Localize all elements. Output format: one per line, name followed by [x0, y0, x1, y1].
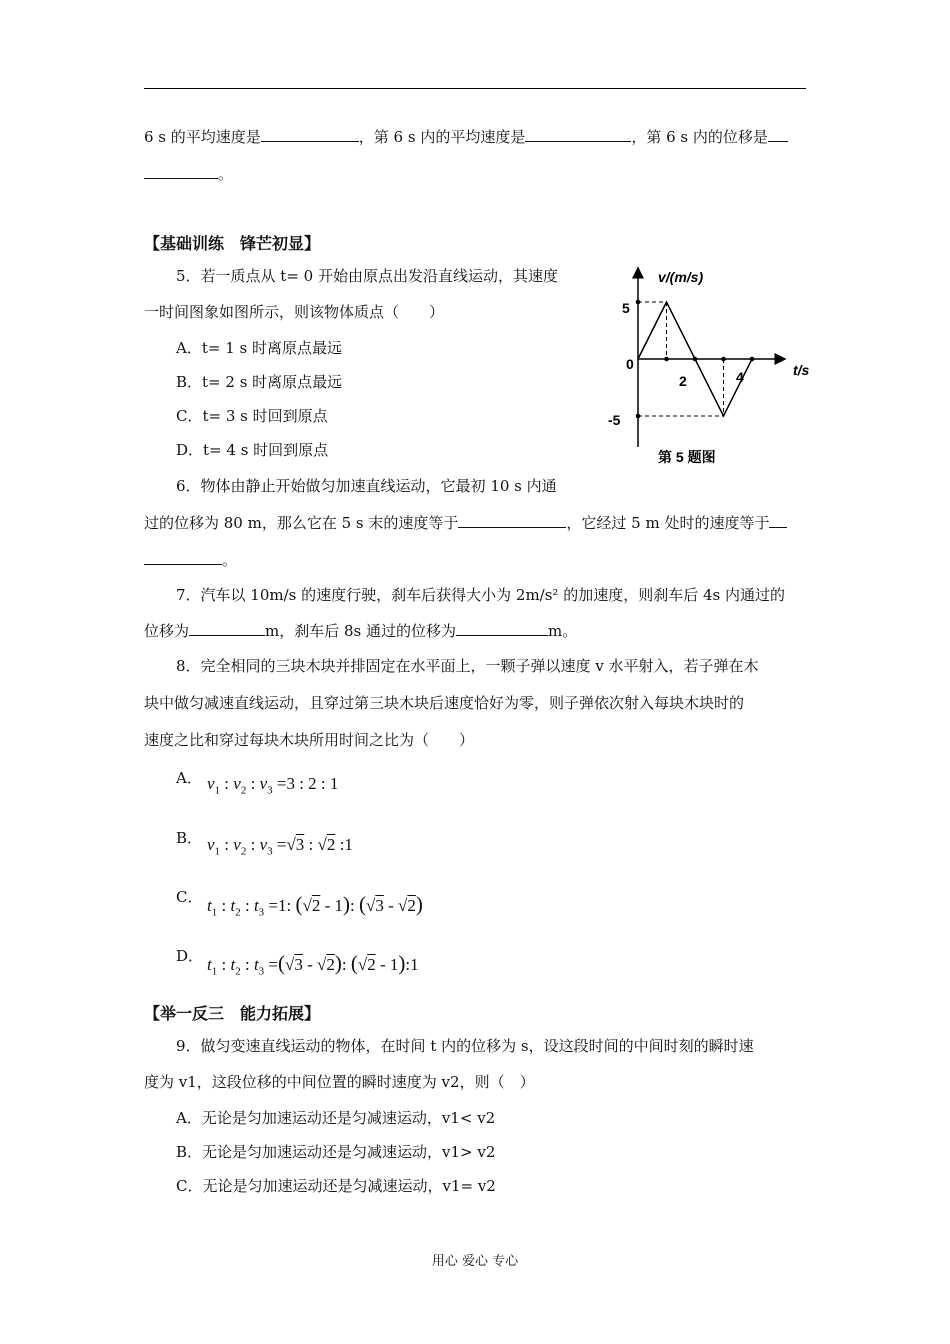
q8-line3: 速度之比和穿过每块木块所用时间之比为（ ） — [144, 731, 475, 749]
q6-blank-1[interactable] — [458, 513, 566, 528]
x-tick-2: 2 — [679, 373, 687, 389]
q4-blank-1[interactable] — [261, 127, 359, 142]
x-tick-dot-2 — [693, 357, 698, 362]
q7-blank-1[interactable] — [189, 621, 265, 636]
q6-blank-2b[interactable] — [144, 550, 222, 565]
y-tick-dot-neg — [636, 414, 641, 419]
x-tick-dot-3 — [721, 357, 726, 362]
header-rule — [144, 88, 806, 89]
x-tick-dot-1 — [664, 357, 669, 362]
q8-option-d-label[interactable]: D． — [176, 947, 204, 965]
q8-formula-c: $t_1$ : $t_2$ : $t_3 =1$: (√2 - 1): (√3 - √2) — [207, 892, 423, 919]
q8-formula-a: $v_1$ : $v_2$ : $v_3 =3$ : 2 : 1 — [207, 774, 339, 797]
y-tick-0: 0 — [626, 356, 634, 372]
q8-formula-b: $v_1$ : $v_2$ : $v_3 =√3$ : √2 :1 — [207, 835, 353, 858]
y-tick-5: 5 — [622, 300, 630, 316]
q4-blank-2[interactable] — [525, 127, 631, 142]
q5-option-c[interactable]: C．t= 3 s 时回到原点 — [176, 407, 328, 425]
q4-line2: 。 — [144, 164, 233, 184]
q5-option-b[interactable]: B．t= 2 s 时离原点最远 — [176, 373, 343, 391]
q8-option-b-label[interactable]: B． — [176, 829, 203, 847]
q5-option-d[interactable]: D．t= 4 s 时回到原点 — [176, 441, 329, 459]
q8-option-c-label[interactable]: C． — [176, 888, 203, 906]
x-tick-4: 4 — [736, 369, 744, 385]
q8-formula-d: $t_1$ : $t_2$ : $t_3 =(√3 - √2)$: (√2 - 1):1 — [207, 951, 419, 978]
q4-blank-3a[interactable] — [768, 127, 788, 142]
x-tick-dot-4 — [750, 357, 755, 362]
q6-line1: 6．物体由静止开始做匀加速直线运动，它最初 10 s 内通 — [176, 477, 557, 495]
q8-line1: 8．完全相同的三块木块并排固定在水平面上，一颗子弹以速度 v 水平射入，若子弹在木 — [176, 657, 759, 675]
q9-line1: 9．做匀变速直线运动的物体，在时间 t 内的位移为 s，设这段时间的中间时刻的瞬时速 — [176, 1037, 754, 1055]
q6-blank-2a[interactable] — [769, 513, 787, 528]
y-tick-neg5: -5 — [608, 412, 621, 428]
q7-line2: 位移为 m，刹车后 8s 通过的位移为 m。 — [144, 622, 578, 640]
q6-line2: 过的位移为 80 m，那么它在 5 s 末的速度等于 ，它经过 5 m 处时的速度等于 — [144, 513, 787, 533]
section-extend-heading: 【举一反三 能力拓展】 — [144, 1004, 321, 1023]
q5-stem-line2: 一时间图象如图所示，则该物体质点（ ） — [144, 303, 445, 321]
vt-graph — [600, 262, 815, 472]
q7-line1: 7．汽车以 10m/s 的速度行驶，刹车后获得大小为 2m/s² 的加速度，则刹车后 4s 内通过的 — [176, 586, 785, 604]
q4-text-b: ，第 6 s 内的平均速度是 — [358, 128, 526, 146]
x-axis-label: t/s — [793, 362, 810, 378]
q9-option-c[interactable]: C．无论是匀加速运动还是匀减速运动，v1= v2 — [176, 1177, 496, 1195]
page-footer: 用心 爱心 专心 — [431, 1254, 519, 1269]
q4-blank-3b[interactable] — [144, 164, 218, 179]
q9-option-a[interactable]: A．无论是匀加速运动还是匀减速运动，v1< v2 — [176, 1109, 496, 1127]
q5-stem-line1: 5．若一质点从 t= 0 开始由原点出发沿直线运动，其速度 — [176, 267, 558, 285]
q9-line2: 度为 v1，这段位移的中间位置的瞬时速度为 v2，则（ ） — [144, 1073, 535, 1091]
figure-caption: 第 5 题图 — [658, 449, 716, 465]
q5-option-a[interactable]: A．t= 1 s 时离原点最远 — [176, 339, 342, 357]
y-tick-dot-pos — [636, 300, 641, 305]
q4-line1 — [144, 127, 788, 147]
q6-line3: 。 — [144, 550, 237, 570]
q7-blank-2[interactable] — [456, 621, 548, 636]
y-axis-label: v/(m/s) — [658, 269, 704, 285]
q8-line2: 块中做匀减速直线运动，且穿过第三块木块后速度恰好为零，则子弹依次射入每块木块时的 — [144, 694, 745, 712]
q9-option-b[interactable]: B．无论是匀加速运动还是匀减速运动，v1> v2 — [176, 1143, 496, 1161]
q4-text-c: ，第 6 s 内的位移是 — [631, 128, 768, 146]
section-basic-heading: 【基础训练 锋芒初显】 — [144, 234, 321, 253]
q4-text-a: 6 s 的平均速度是 — [144, 128, 261, 146]
q8-option-a-label[interactable]: A． — [176, 769, 202, 787]
